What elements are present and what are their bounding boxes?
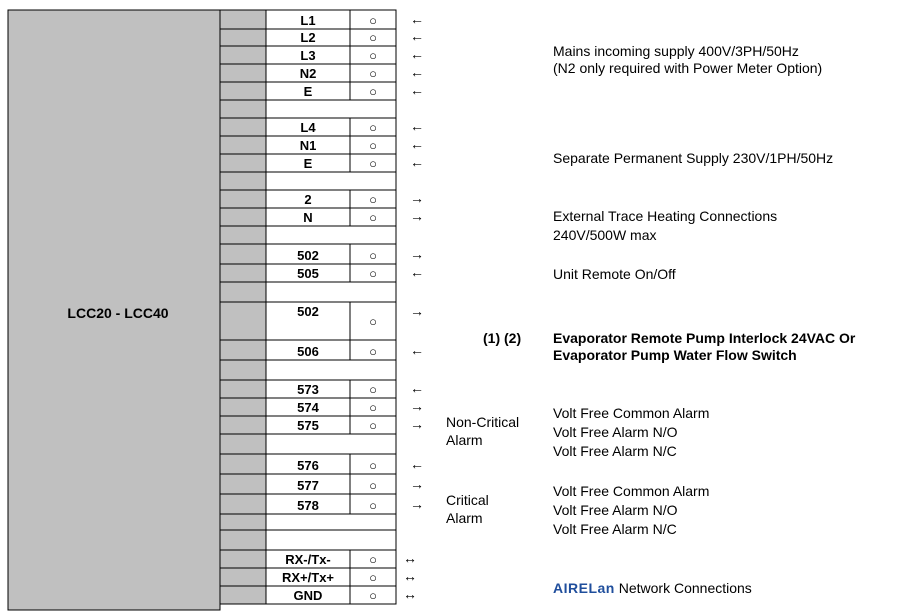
terminal-label: N: [303, 210, 313, 225]
terminal-symbol: ○: [369, 552, 377, 567]
connection-arrow: ←: [410, 82, 424, 98]
connection-arrow: ←: [410, 64, 424, 80]
connection-arrow: ↔: [403, 568, 417, 584]
terminal-gray-cell: [220, 380, 266, 398]
noncritical-common-alarm: Volt Free Common Alarm: [553, 405, 710, 421]
spacer-row: [266, 226, 396, 244]
terminal-symbol: ○: [369, 84, 377, 99]
network-connections-text: Network Connections: [618, 580, 752, 596]
terminal-gray-cell: [220, 10, 266, 29]
connection-arrow: →: [410, 416, 424, 432]
critical-alarm-label: [446, 491, 489, 527]
terminal-gray-cell: [220, 302, 266, 340]
unit-model-label: LCC20 - LCC40: [67, 305, 169, 321]
separate-supply-text: Separate Permanent Supply 230V/1PH/50Hz: [553, 150, 834, 166]
terminal-gray-cell: [220, 264, 266, 282]
airelan-logo: AIRELan: [553, 580, 615, 596]
critical-alarm-no: Volt Free Alarm N/O: [553, 502, 678, 518]
connection-arrow: →: [410, 496, 424, 512]
trace-heating-rating: 240V/500W max: [553, 227, 657, 243]
non-critical-alarm-label: [446, 413, 519, 449]
terminal-symbol: ○: [369, 344, 377, 359]
terminal-symbol: ○: [369, 498, 377, 513]
terminal-symbol: ○: [369, 156, 377, 171]
terminal-gray-cell: [220, 82, 266, 100]
connection-arrow: →: [410, 190, 424, 206]
connection-arrow: ←: [410, 11, 424, 27]
connection-arrow: ↔: [403, 586, 417, 602]
connection-arrow: →: [410, 208, 424, 224]
terminal-label: 574: [297, 400, 319, 415]
terminal-symbol: ○: [369, 13, 377, 28]
terminal-gray-cell: [220, 46, 266, 64]
terminal-label: 573: [297, 382, 319, 397]
terminal-gray-cell: [220, 64, 266, 82]
terminal-label: 502: [297, 248, 319, 263]
terminal-gray-cell: [220, 100, 266, 118]
terminal-label: 578: [297, 498, 319, 513]
terminal-gray-cell: [220, 208, 266, 226]
mains-supply-note: (N2 only required with Power Meter Option): [553, 60, 823, 76]
terminal-symbol: ○: [369, 120, 377, 135]
terminal-label: GND: [293, 588, 323, 603]
trace-heating-text: External Trace Heating Connections: [553, 208, 778, 224]
terminal-gray-cell: [220, 530, 266, 550]
terminal-symbol: ○: [369, 588, 377, 603]
terminal-label: 577: [297, 478, 319, 493]
terminal-symbol: ○: [369, 418, 377, 433]
critical-alarm-nc: Volt Free Alarm N/C: [553, 521, 677, 537]
terminal-label: L1: [300, 13, 316, 28]
spacer-row: [266, 434, 396, 454]
connection-arrow: →: [410, 398, 424, 414]
connection-arrow: →: [410, 476, 424, 492]
connection-arrow: ←: [410, 136, 424, 152]
non-critical-label-line2: Alarm: [446, 432, 483, 448]
network-connections-row: [553, 580, 752, 596]
spacer-row: [266, 282, 396, 302]
terminal-label: L2: [300, 30, 316, 45]
terminal-gray-cell: [220, 136, 266, 154]
terminal-symbol: ○: [369, 382, 377, 397]
mains-supply-text: Mains incoming supply 400V/3PH/50Hz: [553, 43, 799, 59]
connection-arrow: ←: [410, 28, 424, 44]
terminal-gray-cell: [220, 474, 266, 494]
terminal-symbol: ○: [369, 30, 377, 45]
terminal-symbol: ○: [369, 458, 377, 473]
terminal-symbol: ○: [369, 266, 377, 281]
terminal-gray-cell: [220, 434, 266, 454]
spacer-row: [266, 100, 396, 118]
terminal-gray-cell: [220, 568, 266, 586]
terminal-label: 502: [297, 304, 319, 319]
evaporator-interlock-text: Evaporator Remote Pump Interlock 24VAC Or: [553, 330, 856, 346]
spacer-row: [266, 360, 396, 380]
terminal-symbol: ○: [369, 570, 377, 585]
terminal-symbol: ○: [369, 66, 377, 81]
terminal-label: E: [303, 156, 313, 171]
connection-arrow: ←: [410, 456, 424, 472]
connection-arrow: →: [410, 246, 424, 262]
terminal-gray-cell: [220, 494, 266, 514]
critical-label-line1: Critical: [446, 492, 489, 508]
terminal-gray-cell: [220, 244, 266, 264]
remote-onoff-text: Unit Remote On/Off: [553, 266, 676, 282]
connection-arrow: ↔: [403, 550, 417, 566]
footnote-reference: (1) (2): [483, 330, 522, 346]
terminal-symbol: ○: [369, 400, 377, 415]
terminal-gray-cell: [220, 416, 266, 434]
spacer-row: [266, 530, 396, 550]
terminal-gray-cell: [220, 398, 266, 416]
terminal-label: 576: [297, 458, 319, 473]
terminal-label: 2: [304, 192, 312, 207]
terminal-symbol: ○: [369, 192, 377, 207]
noncritical-alarm-no: Volt Free Alarm N/O: [553, 424, 678, 440]
terminal-label: E: [303, 84, 313, 99]
terminal-label: RX-/Tx-: [285, 552, 331, 567]
terminal-gray-cell: [220, 514, 266, 530]
spacer-row: [266, 514, 396, 530]
critical-label-line2: Alarm: [446, 510, 483, 526]
connection-arrow: ←: [410, 342, 424, 358]
terminal-symbol: ○: [369, 248, 377, 263]
connection-arrow: ←: [410, 118, 424, 134]
terminal-label: N1: [299, 138, 317, 153]
terminal-gray-cell: [220, 172, 266, 190]
terminal-label: RX+/Tx+: [281, 570, 335, 585]
terminal-symbol: ○: [369, 478, 377, 493]
non-critical-label-line1: Non-Critical: [446, 414, 520, 430]
connection-arrow: ←: [410, 46, 424, 62]
terminal-gray-cell: [220, 454, 266, 474]
terminal-label: L4: [300, 120, 316, 135]
connection-arrow: ←: [410, 264, 424, 280]
terminal-label: N2: [299, 66, 317, 81]
terminal-label: L3: [300, 48, 316, 63]
evaporator-flow-switch-text: Evaporator Pump Water Flow Switch: [553, 347, 797, 363]
terminal-gray-cell: [220, 550, 266, 568]
terminal-label: 506: [297, 344, 319, 359]
connection-arrow: ←: [410, 380, 424, 396]
terminal-gray-cell: [220, 282, 266, 302]
terminal-symbol: ○: [369, 138, 377, 153]
connection-arrow: ←: [410, 154, 424, 170]
connection-arrow: →: [410, 303, 424, 319]
terminal-gray-cell: [220, 118, 266, 136]
terminal-gray-cell: [220, 29, 266, 46]
terminal-label: 575: [297, 418, 319, 433]
terminal-gray-cell: [220, 360, 266, 380]
terminal-gray-cell: [220, 154, 266, 172]
terminal-symbol: ○: [369, 48, 377, 63]
terminal-gray-cell: [220, 586, 266, 604]
noncritical-alarm-nc: Volt Free Alarm N/C: [553, 443, 677, 459]
terminal-symbol: ○: [369, 314, 377, 329]
terminal-gray-cell: [220, 190, 266, 208]
terminal-gray-cell: [220, 340, 266, 360]
terminal-symbol: ○: [369, 210, 377, 225]
terminal-gray-cell: [220, 226, 266, 244]
spacer-row: [266, 172, 396, 190]
terminal-label: 505: [297, 266, 319, 281]
critical-common-alarm: Volt Free Common Alarm: [553, 483, 710, 499]
